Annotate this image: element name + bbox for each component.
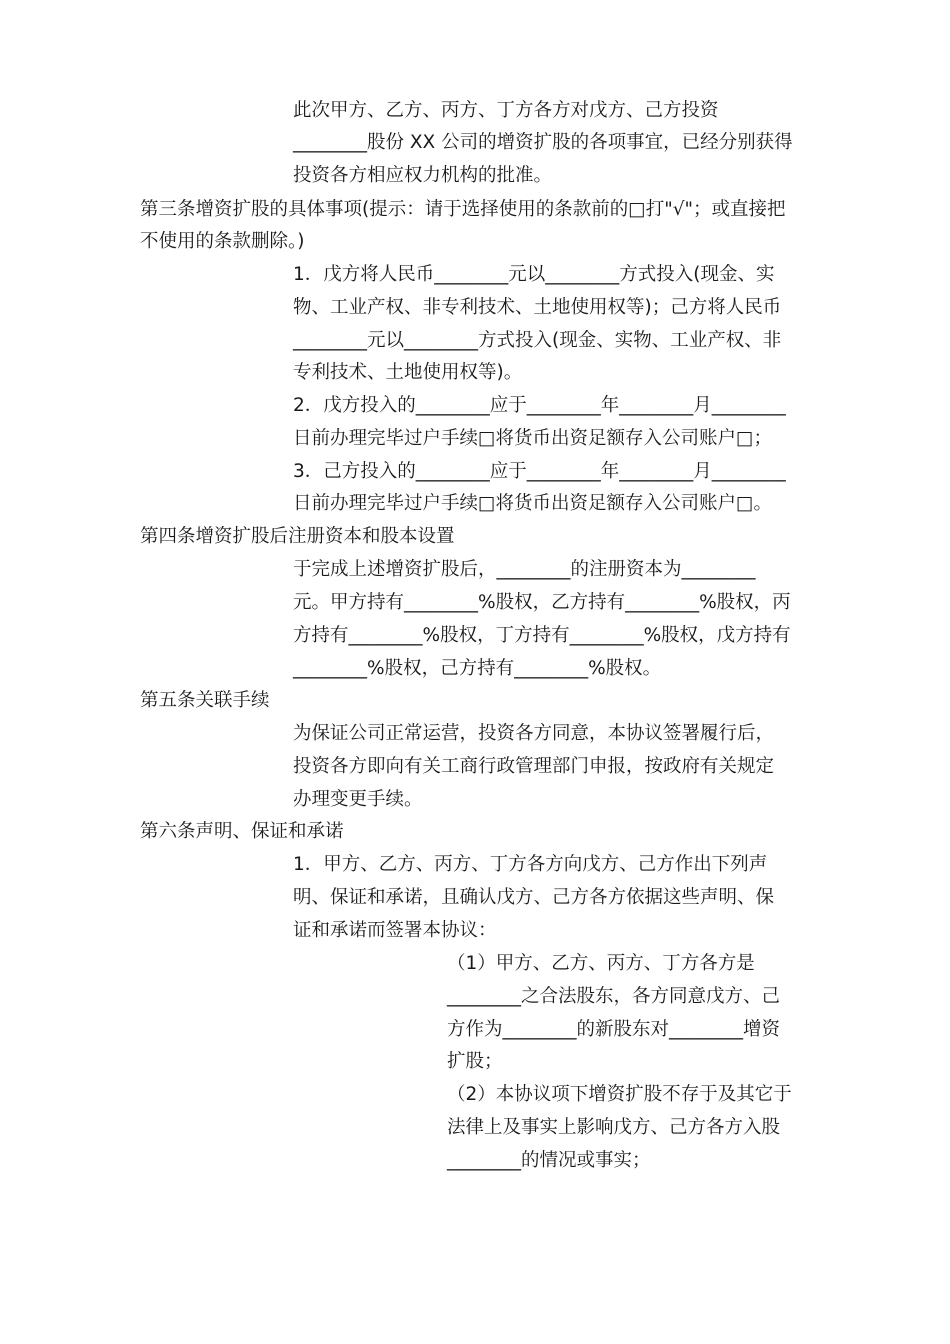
body-line: 方作为________的新股东对________增资	[447, 1019, 781, 1040]
body-line: 方持有________%股权，丁方持有________%股权，戊方持有	[293, 625, 791, 646]
body-line: （1）甲方、乙方、丙方、丁方各方是	[447, 953, 755, 974]
body-line: （2）本协议项下增资扩股不存于及其它于	[447, 1084, 792, 1105]
body-line: ________元以________方式投入(现金、实物、工业产权、非	[293, 330, 782, 351]
body-line: 1．戊方将人民币________元以________方式投入(现金、实	[293, 264, 775, 285]
body-line: ________之合法股东，各方同意戊方、己	[447, 986, 781, 1007]
body-line: 法律上及事实上影响戊方、己方各方入股	[447, 1117, 781, 1138]
body-line: 专利技术、土地使用权等)。	[293, 362, 523, 383]
section-heading: 第五条关联手续	[140, 690, 270, 711]
body-line: 日前办理完毕过户手续□将货币出资足额存入公司账户□；	[293, 428, 772, 449]
body-line: 物、工业产权、非专利技术、土地使用权等)；己方将人民币	[293, 297, 782, 318]
body-line: 此次甲方、乙方、丙方、丁方各方对戊方、己方投资	[293, 100, 719, 121]
body-line: 投资各方相应权力机构的批准。	[293, 165, 553, 186]
section-heading: 第四条增资扩股后注册资本和股本设置	[140, 526, 455, 547]
body-line: 证和承诺而签署本协议：	[293, 920, 497, 941]
body-line: 1．甲方、乙方、丙方、丁方各方向戊方、己方作出下列声	[293, 854, 768, 875]
body-line: 3．己方投入的________应于________年________月________	[293, 461, 786, 482]
body-line: ________股份 XX 公司的增资扩股的各项事宜，已经分别获得	[293, 132, 793, 153]
body-line: 元。甲方持有________%股权，乙方持有________%股权，丙	[293, 592, 791, 613]
body-line: 于完成上述增资扩股后，________的注册资本为________	[293, 559, 756, 580]
section-heading: 不使用的条款删除。)	[140, 231, 305, 252]
body-line: 为保证公司正常运营，投资各方同意，本协议签署履行后，	[293, 723, 775, 744]
body-line: 日前办理完毕过户手续□将货币出资足额存入公司账户□。	[293, 493, 772, 514]
body-line: ________的情况或事实；	[447, 1150, 651, 1171]
body-line: 办理变更手续。	[293, 789, 423, 810]
body-line: 投资各方即向有关工商行政管理部门申报，按政府有关规定	[293, 756, 775, 777]
body-line: 扩股；	[447, 1051, 503, 1072]
body-line: 明、保证和承诺，且确认戊方、己方各方依据这些声明、保	[293, 887, 775, 908]
section-heading: 第六条声明、保证和承诺	[140, 821, 344, 842]
section-heading: 第三条增资扩股的具体事项(提示：请于选择使用的条款前的□打"√"；或直接把	[140, 199, 786, 220]
body-line: 2．戊方投入的________应于________年________月________	[293, 395, 786, 416]
body-line: ________%股权，己方持有________%股权。	[293, 658, 662, 679]
